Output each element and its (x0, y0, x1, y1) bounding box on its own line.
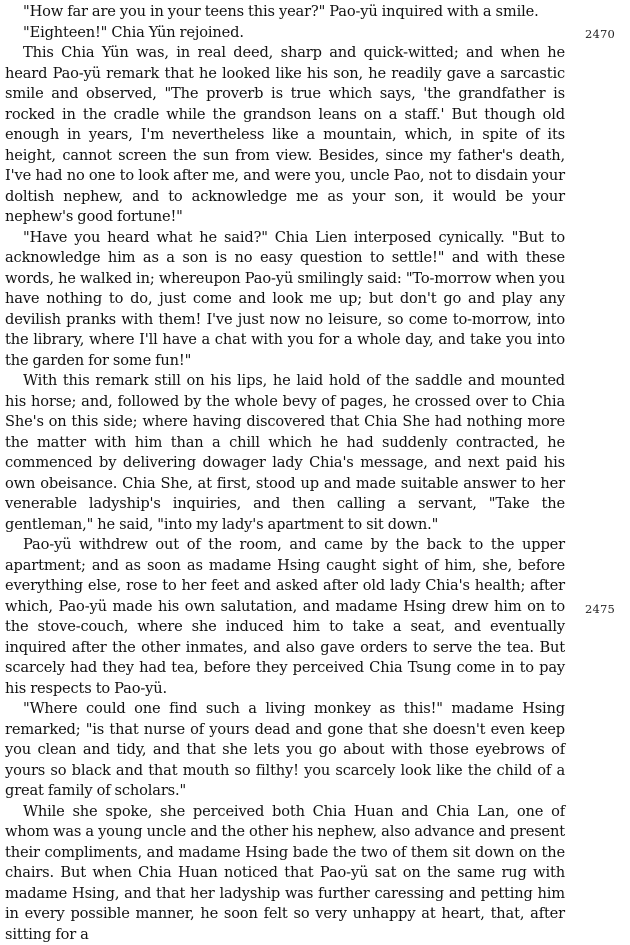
paragraph-7: "Where could one find such a living monkey as this!" madame Hsing remarked; "is that nurse of yours dead and gone that she doesn't even keep you clean and tidy, and that she lets you go about with those eyebrows of yours so black and that mouth so filthy! you scarcely look like the child of a great family of scholars." (5, 699, 565, 802)
line-number-2475: 2475 (585, 602, 615, 616)
paragraph-5: With this remark still on his lips, he laid hold of the saddle and mounted his horse; and, followed by the whole bevy of pages, he crossed over to Chia She's on this side; where having discovered that Chia She had nothing more the matter with him than a chill which he had suddenly contracted, he commenced by delivering dowager lady Chia's message, and next paid his own obeisance. Chia She, at first, stood up and made suitable answer to her venerable ladyship's inquiries, and then calling a servant, "Take the gentleman," he said, "into my lady's apartment to sit down." (5, 371, 565, 535)
line-number-2470: 2470 (585, 27, 615, 41)
paragraph-3: This Chia Yün was, in real deed, sharp and quick-witted; and when he heard Pao-yü remark that he looked like his son, he readily gave a sarcastic smile and observed, "The proverb is true which says, 'the grandfather is rocked in the cradle while the grandson leans on a staff.' But though old enough in years, I'm nevertheless like a mountain, which, in spite of its height, cannot screen the sun from view. Besides, since my father's death, I've had no one to look after me, and were you, uncle Pao, not to disdain your doltish nephew, and to acknowledge me as your son, it would be your nephew's good fortune!" (5, 43, 565, 228)
paragraph-6: Pao-yü withdrew out of the room, and came by the back to the upper apartment; and as soon as madame Hsing caught sight of him, she, before everything else, rose to her feet and asked after old lady Chia's health; after which, Pao-yü made his own salutation, and madame Hsing drew him on to the stove-couch, where she induced him to take a seat, and eventually inquired after the other inmates, and also gave orders to serve the tea. But scarcely had they had tea, before they perceived Chia Tsung come in to pay his respects to Pao-yü. (5, 535, 565, 699)
document-page (5, 2, 565, 812)
paragraph-8: While she spoke, she perceived both Chia Huan and Chia Lan, one of whom was a young uncle and the other his nephew, also advance and present their compliments, and madame Hsing bade the two of them sit down on the chairs. But when Chia Huan noticed that Pao-yü sat on the same rug with madame Hsing, and that her ladyship was further caressing and petting him in every possible manner, he soon felt so very unhappy at heart, that, after sitting for a (5, 802, 565, 945)
paragraph-4: "Have you heard what he said?" Chia Lien interposed cynically. "But to acknowledge him as a son is no easy question to settle!" and with these words, he walked in; whereupon Pao-yü smilingly said: "To-morrow when you have nothing to do, just come and look me up; but don't go and play any devilish pranks with them! I've just now no leisure, so come to-morrow, into the library, where I'll have a chat with you for a whole day, and take you into the garden for some fun!" (5, 228, 565, 372)
paragraph-1: "How far are you in your teens this year?" Pao-yü inquired with a smile. (5, 2, 565, 23)
paragraph-2: "Eighteen!" Chia Yün rejoined. (5, 23, 565, 44)
